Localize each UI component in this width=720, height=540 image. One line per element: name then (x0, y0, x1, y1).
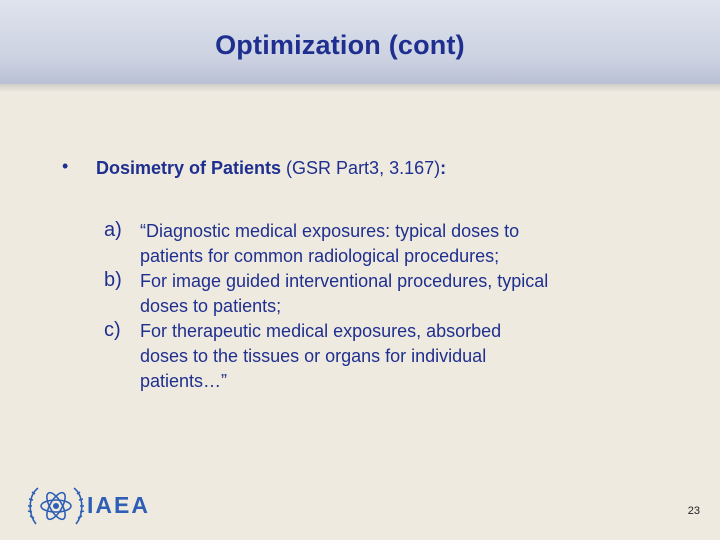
list-item-line: “Diagnostic medical exposures: typical doses to (140, 221, 520, 241)
list-item-line: For therapeutic medical exposures, absorbed (140, 321, 502, 341)
list-item-line: patients…” (140, 371, 228, 391)
sub-list (104, 219, 664, 394)
list-item-line: doses to the tissues or organs for individual (140, 346, 487, 366)
bullet-reference: (GSR Part3, 3.167) (281, 158, 441, 178)
list-marker: b) (104, 269, 122, 291)
logo-text: IAEA (87, 492, 150, 518)
list-item (104, 269, 664, 319)
bullet-colon: : (440, 158, 447, 178)
slide-title: Optimization (cont) (215, 30, 465, 60)
bullet-icon: • (62, 156, 69, 176)
bullet-lead: Dosimetry of Patients (96, 158, 282, 178)
list-marker: a) (104, 219, 122, 241)
iaea-emblem-icon (26, 480, 86, 532)
list-item (104, 319, 664, 394)
header-shadow (0, 84, 720, 92)
list-item-line: For image guided interventional procedures, typical (140, 271, 549, 291)
page-number: 23 (687, 505, 700, 517)
list-item (104, 219, 664, 269)
list-item-line: doses to patients; (140, 296, 282, 316)
bullet-text (96, 158, 446, 179)
list-marker: c) (104, 319, 121, 341)
list-item-line: patients for common radiological procedures; (140, 246, 500, 266)
